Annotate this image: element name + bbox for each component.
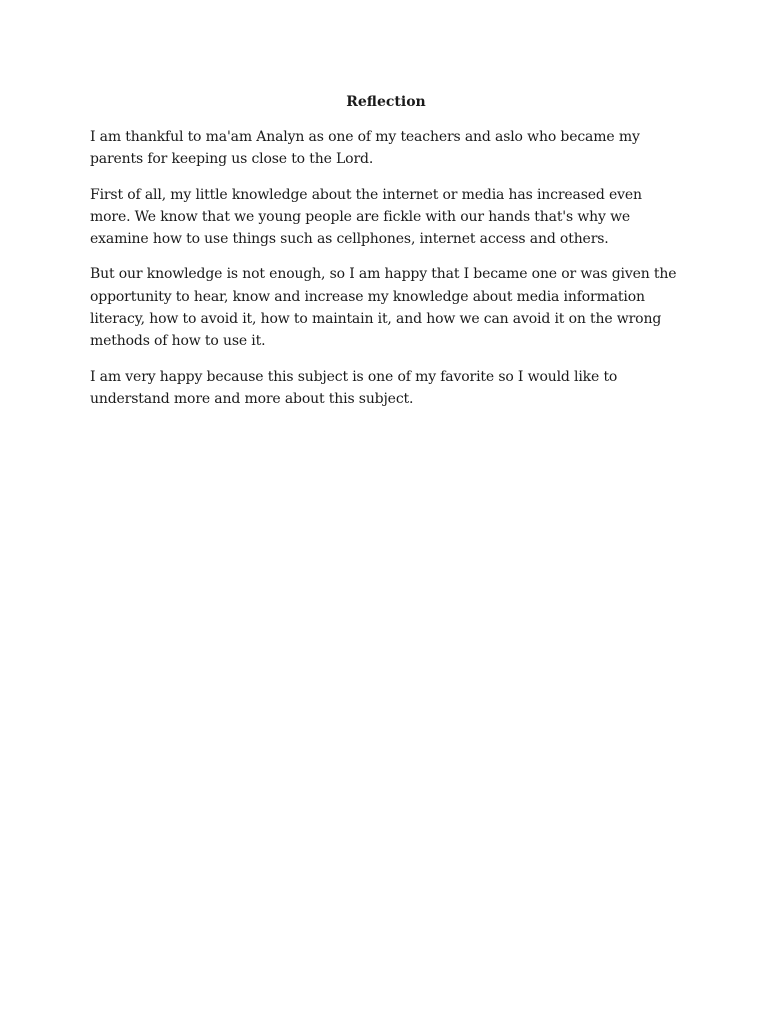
paragraph-1: I am thankful to ma'am Analyn as one of my teachers and aslo who became my parents for keeping us close to the Lord. — [90, 129, 640, 168]
paragraph-2: First of all, my little knowledge about the internet or media has increased even more. We know that we young people are fickle with our hands that's why we examine how to use things such as cellphones, internet access and others. — [90, 186, 642, 248]
document-body — [90, 91, 682, 423]
paragraph-3: But our knowledge is not enough, so I am happy that I became one or was given the opportunity to hear, know and increase my knowledge about media information literacy, how to avoid it, how to maintain it, and how we can avoid it on the wrong methods of how to use it. — [90, 266, 677, 350]
document-title: Reflection — [346, 94, 426, 110]
paragraph-4: I am very happy because this subject is one of my favorite so I would like to understand more and more about this subject. — [90, 368, 618, 407]
